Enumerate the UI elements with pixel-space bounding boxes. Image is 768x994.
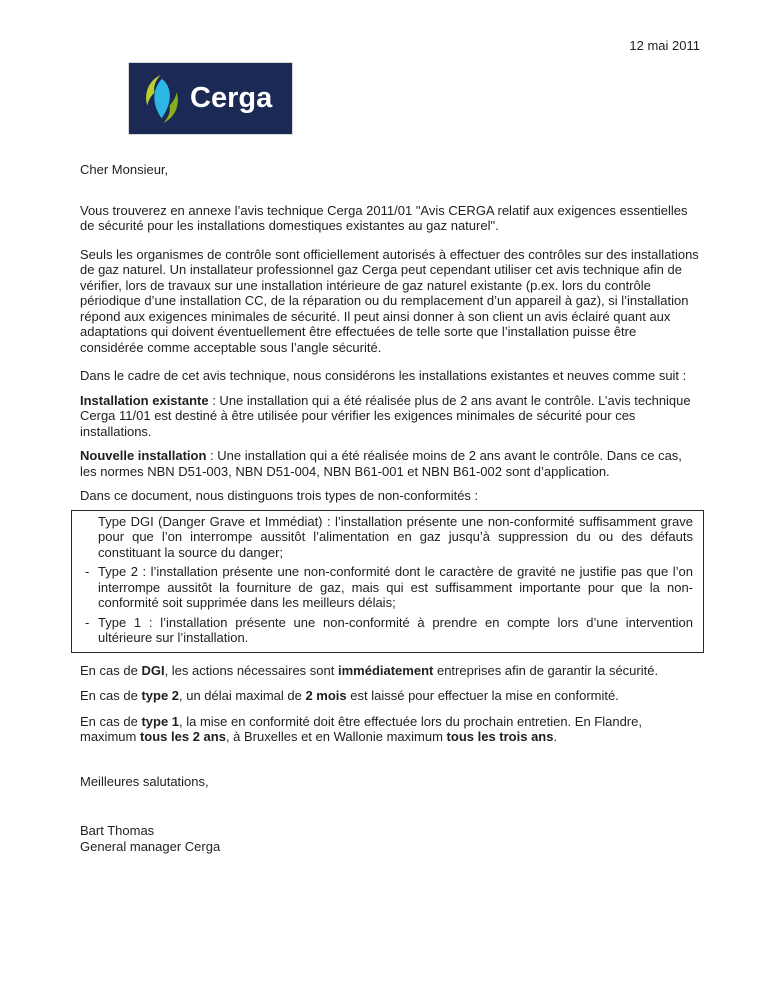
box-item-text: Type DGI (Danger Grave et Immédiat) : l’installation présente une non-conformité suffisamment grave pour que l’on interrompe aussitôt l’alimentation en gaz jusqu’à suppression du ou des défauts constituant la source du danger; xyxy=(98,513,693,560)
box-item-text: Type 2 : l’installation présente une non-conformité dont le caractère de gravité ne justifie pas que l’on interrompe aussitôt la fourniture de gaz, mais qui est suffisamment importante pour que la non-conformité soit supprimée dans les meilleurs délais; xyxy=(98,564,693,610)
box-item-marker: - xyxy=(85,614,90,630)
box-item-type-2 xyxy=(85,564,693,611)
paragraph-scope: Seuls les organismes de contrôle sont officiellement autorisés à effectuer des contrôles sur des installations de gaz naturel. Un installateur professionnel gaz Cerga peut cependant utiliser cet avis technique afin de vérifier, lors de travaux sur une installation intérieure de gaz naturel existante (p.ex. lors du contrôle périodique d’une installation CC, de la réparation ou du remplacement d’un appareil à gaz), si l’installation répond aux exigences minimales de sécurité. Il peut ainsi donner à son client un avis éclairé quant aux adaptations qui doivent éventuellement être effectuées de telle sorte que l’installation puisse être considérée comme acceptable sous l’angle sécurité. xyxy=(80,246,699,355)
consequence-dgi: En cas de DGI, les actions nécessaires sont immédiatement entreprises afin de garantir la sécurité. xyxy=(80,662,659,678)
definition-existing-term: Installation existante xyxy=(80,392,209,408)
box-item-marker xyxy=(85,514,98,561)
signature-title: General manager Cerga xyxy=(80,838,221,854)
signature-block xyxy=(80,823,700,854)
signature-name: Bart Thomas xyxy=(80,823,155,838)
definition-existing-installation xyxy=(80,393,700,440)
cerga-logo-inner xyxy=(141,73,272,125)
consequence-type-2: En cas de type 2, un délai maximal de 2 mois est laissé pour effectuer la mise en conformité. xyxy=(80,688,619,703)
salutation: Cher Monsieur, xyxy=(80,162,169,177)
cerga-logo xyxy=(128,62,293,135)
definition-new-installation xyxy=(80,448,700,479)
paragraph-types-intro: Dans ce document, nous distinguons trois types de non-conformités : xyxy=(80,488,479,503)
definition-new-term: Nouvelle installation xyxy=(80,448,207,463)
cerga-logo-text: Cerga xyxy=(190,81,273,114)
paragraph-framework: Dans le cadre de cet avis technique, nous considérons les installations existantes et neuves comme suit : xyxy=(80,368,687,383)
non-conformity-types-box xyxy=(71,510,704,653)
box-item-marker: - xyxy=(85,564,90,579)
cerga-leaf-icon xyxy=(141,73,183,125)
paragraph-annex-intro: Vous trouverez en annexe l’avis technique Cerga 2011/01 "Avis CERGA relatif aux exigences essentielles de sécurité pour les installations domestiques existantes au gaz naturel". xyxy=(80,202,688,233)
definition-existing-text: : Une installation qui a été réalisée plus de 2 ans avant le contrôle. L’avis technique Cerga 11/01 est destiné à être utilisée pour vérifier les exigences minimales de sécurité pour ces installations. xyxy=(80,392,691,439)
closing-salutation: Meilleures salutations, xyxy=(80,773,209,789)
consequence-type-1: En cas de type 1, la mise en conformité doit être effectuée lors du prochain entretien. En Flandre, maximum tous les 2 ans, à Bruxelles et en Wallonie maximum tous les trois ans. xyxy=(80,713,642,744)
letter-date: 12 mai 2011 xyxy=(629,38,700,53)
box-item-text: Type 1 : l’installation présente une non-conformité à prendre en compte lors d’une intervention ultérieure sur l’installation. xyxy=(98,614,693,645)
box-item-type-1 xyxy=(85,615,693,646)
box-item-type-dgi xyxy=(85,514,693,561)
definition-new-text: : Une installation qui a été réalisée moins de 2 ans avant le contrôle. Dans ce cas, les normes NBN D51-003, NBN D51-004, NBN B61-001 et NBN B61-002 sont d’application. xyxy=(80,448,682,479)
